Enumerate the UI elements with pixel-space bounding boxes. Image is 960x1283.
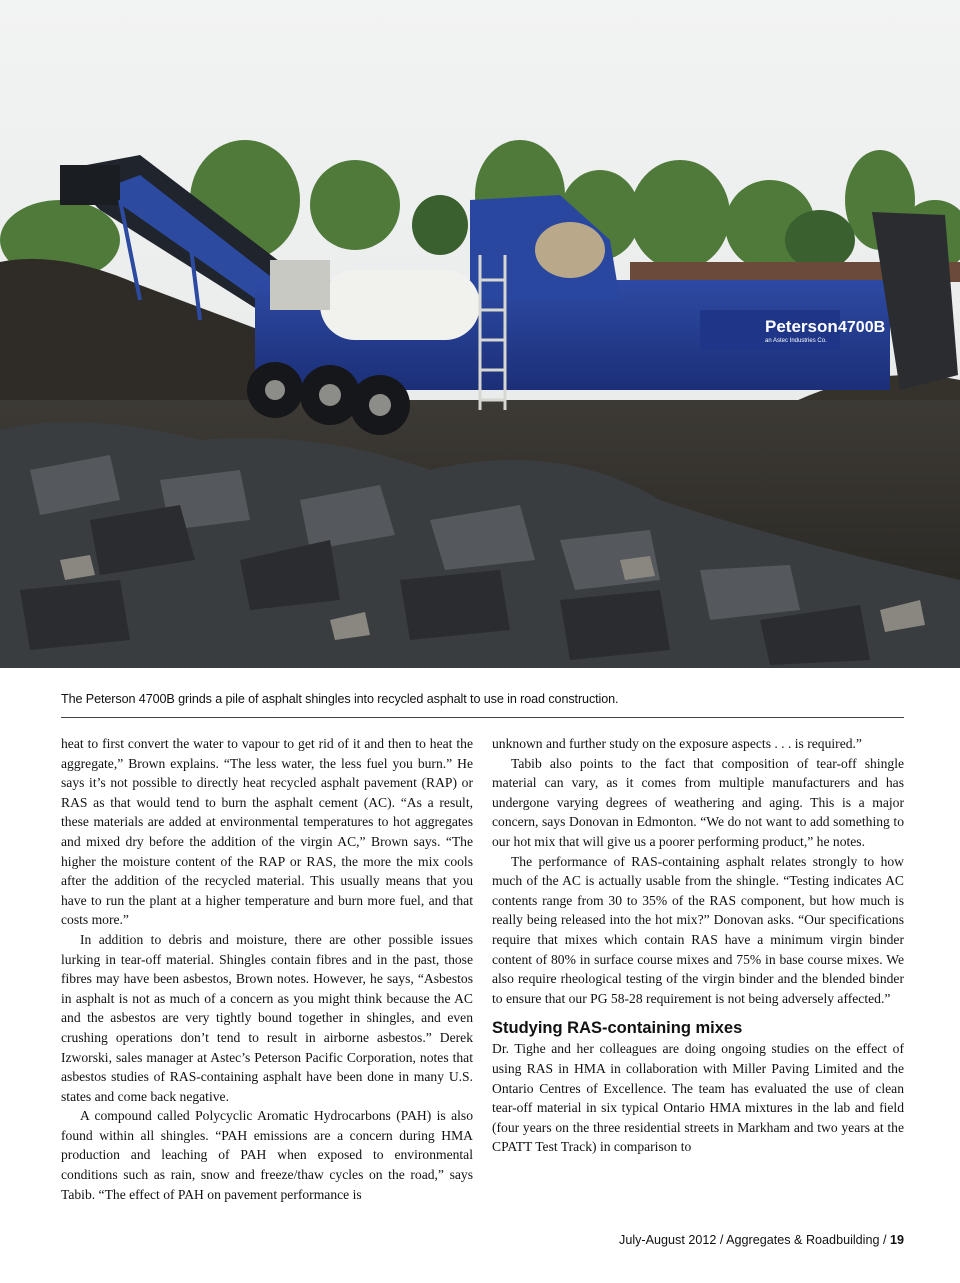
footer-issue: July-August 2012 / Aggregates & Roadbuilding / — [619, 1233, 890, 1247]
left-paragraph-3: A compound called Polycyclic Aromatic Hydrocarbons (PAH) is also found within all shingles. “PAH emissions are a concern during HMA production and leaching of PAH when exposed to environmental conditions such as rain, snow and freeze/thaw cycles on the road,” says Tabib. “The effect of PAH on pavement performance is — [61, 1108, 473, 1202]
left-paragraph-1: heat to first convert the water to vapour to get rid of it and then to heat the aggregate,” Brown explains. “The less water, the less fuel you burn.” He says it’s not possible to directly heat recycled asphalt pavement (RAP) or RAS as that would tend to burn the asphalt cement (AC). “As a result, these materials are added at environmental temperatures to hot aggregates and mixed dry before the addition of the virgin AC,” Brown says. “The higher the moisture content of the RAP or RAS, the more the mix cools after the addition of the recycled material. This usually means that you have to run the plant at a higher temperature and burn more fuel, and that costs more.” — [61, 736, 473, 928]
left-paragraph-2: In addition to debris and moisture, there are other possible issues lurking in tear-off material. Shingles contain fibres and in the past, those fibres may have been asbestos, Brown notes. However, he says, “Asbestos in asphalt is not as much of a concern as you might think because the AC and the asbestos are very tightly bound together in shingles, and even crushing operations don’t tend to result in airborne asbestos.” Derek Izworski, sales manager at Astec’s Peterson Pacific Corporation, notes that asbestos studies of RAS-containing asphalt have been done in many U.S. states and come back negative. — [61, 931, 473, 1104]
section-heading: Studying RAS-containing mixes — [492, 1019, 743, 1038]
section-paragraph: Dr. Tighe and her colleagues are doing ongoing studies on the effect of using RAS in HMA in collaboration with Miller Paving Limited and the Ontario Centres of Excellence. The team has evaluated the use of clean tear-off material in six typical Ontario HMA mixtures in the lab and field (four years on the three residential streets in Markham and two years at the CPATT Test Track) in comparison to — [492, 1041, 904, 1155]
machine-model-label: 4700B — [838, 319, 886, 336]
left-column — [61, 734, 473, 1204]
right-column — [492, 734, 904, 1157]
page-footer — [619, 1233, 904, 1247]
caption-divider — [61, 717, 904, 718]
machine-brand-subtitle: an Astec Industries Co. — [765, 338, 827, 344]
machine-brand-logo: Peterson — [765, 317, 838, 336]
right-paragraph-3: The performance of RAS-containing asphalt relates strongly to how much of the AC is actually usable from the shingle. “Testing indicates AC contents range from 30 to 35% of the RAS component, but how much is really being released into the hot mix?” Donovan asks. “Our specifications require that mixes which contain RAS have a minimum virgin binder content of 80% in surface course mixes and 75% in base course mixes. We also require rheological testing of the virgin binder and the blended binder to ensure that our PG 58-28 requirement is not being adversely affected.” — [492, 853, 904, 1006]
photo-caption: The Peterson 4700B grinds a pile of asphalt shingles into recycled asphalt to use in road construction. — [61, 692, 619, 706]
page-number: 19 — [889, 1233, 904, 1247]
right-paragraph-2: Tabib also points to the fact that composition of tear-off shingle material can vary, as it comes from multiple manufacturers and has undergone varying degrees of weathering and aging. This is a major concern, says Donovan in Edmonton. “We do not want to add something to our hot mix that will give us a poorer performing product,” he notes. — [492, 755, 904, 849]
right-paragraph-1: unknown and further study on the exposure aspects . . . is required.” — [492, 736, 862, 751]
